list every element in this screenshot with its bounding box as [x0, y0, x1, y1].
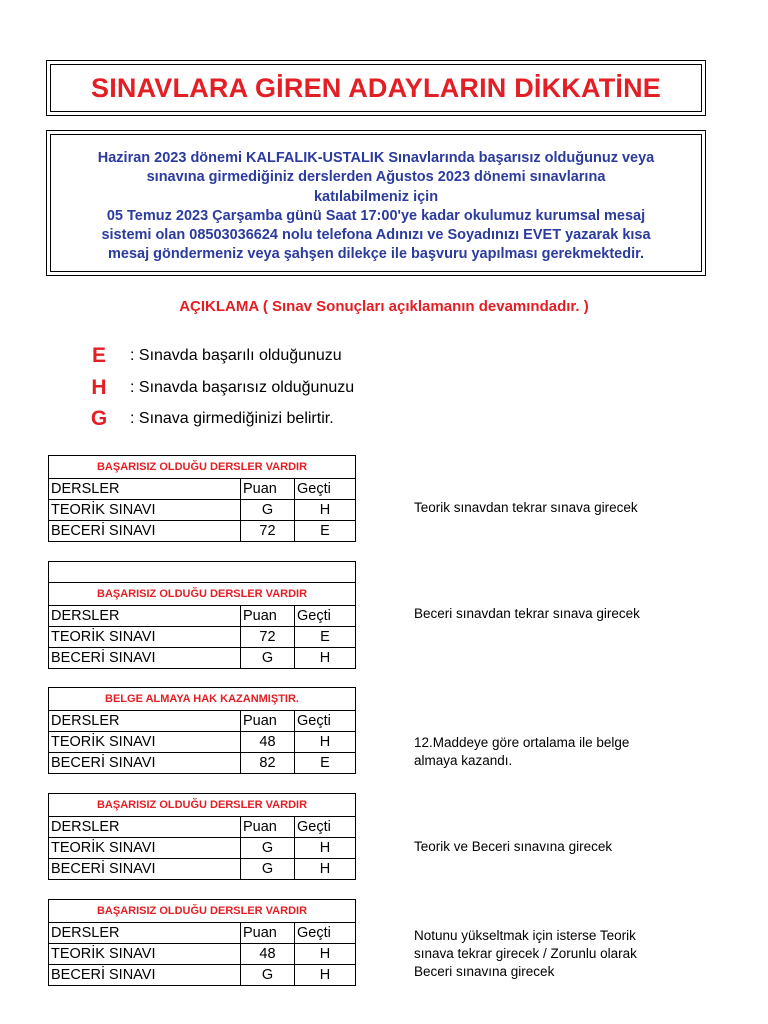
table-row — [49, 648, 356, 669]
notice-line: mesaj göndermeniz veya şahşen dilekçe ile başvuru yapılması gerekmektedir. — [108, 246, 644, 263]
column-header-gecti: Geçti — [295, 817, 356, 838]
table-row — [49, 627, 356, 648]
course-name: BECERİ SINAVI — [49, 753, 241, 774]
table-row — [49, 944, 356, 965]
legend-item-g — [88, 404, 334, 434]
score-cell: 72 — [241, 627, 295, 648]
notice-line: sınavına girmediğiniz derslerden Ağustos 2023 dönemi sınavlarına — [146, 169, 606, 186]
legend-text: : Sınavda başarılı olduğunuzu — [130, 347, 342, 364]
passed-cell: H — [295, 732, 356, 753]
note-line: Beceri sınavına girecek — [414, 964, 555, 979]
notice-line: sistemi olan 08503036624 nolu telefona Adınızı ve Soyadınızı EVET yazarak kısa — [101, 227, 651, 244]
passed-cell: H — [295, 648, 356, 669]
column-header-gecti: Geçti — [295, 606, 356, 627]
legend-letter: G — [90, 407, 108, 430]
note-line: Notunu yükseltmak için isterse Teorik — [414, 928, 636, 943]
passed-cell: E — [295, 753, 356, 774]
table-heading: BAŞARISIZ OLDUĞU DERSLER VARDIR — [49, 794, 356, 817]
result-note: Beceri sınavdan tekrar sınava girecek — [414, 606, 640, 621]
column-header-dersler: DERSLER — [49, 817, 241, 838]
passed-cell: E — [295, 521, 356, 542]
passed-cell: H — [295, 944, 356, 965]
column-header-puan: Puan — [241, 711, 295, 732]
page-title: SINAVLARA GİREN ADAYLARIN DİKKATİNE — [50, 64, 702, 112]
course-name: BECERİ SINAVI — [49, 965, 241, 986]
passed-cell: E — [295, 627, 356, 648]
score-cell: 82 — [241, 753, 295, 774]
table-heading: BAŞARISIZ OLDUĞU DERSLER VARDIR — [49, 900, 356, 923]
column-header-puan: Puan — [241, 606, 295, 627]
course-name: TEORİK SINAVI — [49, 838, 241, 859]
column-header-dersler: DERSLER — [49, 711, 241, 732]
result-table — [48, 687, 356, 774]
column-header-puan: Puan — [241, 479, 295, 500]
passed-cell: H — [295, 500, 356, 521]
legend-item-h — [88, 373, 354, 403]
legend-item-e — [88, 341, 342, 371]
notice-line: 05 Temuz 2023 Çarşamba günü Saat 17:00'ye kadar okulumuz kurumsal mesaj — [106, 207, 646, 224]
course-name: TEORİK SINAVI — [49, 732, 241, 753]
table-header-row — [49, 479, 356, 500]
table-row — [49, 521, 356, 542]
score-cell: 48 — [241, 944, 295, 965]
notice-text — [50, 134, 702, 272]
note-line: sınava tekrar girecek / Zorunlu olarak — [414, 946, 637, 961]
course-name: BECERİ SINAVI — [49, 521, 241, 542]
table-header-row — [49, 606, 356, 627]
column-header-gecti: Geçti — [295, 479, 356, 500]
notice-frame — [46, 130, 706, 276]
result-note: Teorik ve Beceri sınavına girecek — [414, 839, 613, 854]
table-header-row — [49, 711, 356, 732]
course-name: TEORİK SINAVI — [49, 500, 241, 521]
title-frame — [46, 60, 706, 116]
legend-letter: H — [91, 376, 107, 399]
course-name: TEORİK SINAVI — [49, 627, 241, 648]
column-header-dersler: DERSLER — [49, 479, 241, 500]
result-note — [414, 734, 714, 770]
legend-text: : Sınava girmediğinizi belirtir. — [130, 410, 334, 427]
column-header-dersler: DERSLER — [49, 606, 241, 627]
score-cell: 48 — [241, 732, 295, 753]
result-table — [48, 561, 356, 669]
score-cell: G — [241, 965, 295, 986]
column-header-puan: Puan — [241, 817, 295, 838]
notice-line: Haziran 2023 dönemi KALFALIK-USTALIK Sınavlarında başarısız olduğunuz veya — [97, 150, 655, 166]
table-row — [49, 859, 356, 880]
table-row — [49, 500, 356, 521]
course-name: BECERİ SINAVI — [49, 859, 241, 880]
table-header-row — [49, 817, 356, 838]
course-name: BECERİ SINAVI — [49, 648, 241, 669]
explanation-heading: AÇIKLAMA ( Sınav Sonuçları açıklamanın devamındadır. ) — [179, 298, 589, 315]
table-row — [49, 753, 356, 774]
column-header-gecti: Geçti — [295, 923, 356, 944]
result-note: Teorik sınavdan tekrar sınava girecek — [414, 500, 638, 515]
result-table — [48, 793, 356, 880]
column-header-dersler: DERSLER — [49, 923, 241, 944]
score-cell: 72 — [241, 521, 295, 542]
course-name: TEORİK SINAVI — [49, 944, 241, 965]
passed-cell: H — [295, 838, 356, 859]
result-note — [414, 927, 714, 981]
legend-letter: E — [91, 344, 106, 367]
table-heading: BELGE ALMAYA HAK KAZANMIŞTIR. — [49, 688, 356, 711]
result-table — [48, 455, 356, 542]
table-row — [49, 732, 356, 753]
result-table — [48, 899, 356, 986]
score-cell: G — [241, 859, 295, 880]
column-header-gecti: Geçti — [295, 711, 356, 732]
table-heading: BAŞARISIZ OLDUĞU DERSLER VARDIR — [49, 583, 356, 606]
score-cell: G — [241, 648, 295, 669]
table-row — [49, 838, 356, 859]
legend-text: : Sınavda başarısız olduğunuzu — [130, 379, 355, 396]
table-row — [49, 965, 356, 986]
score-cell: G — [241, 838, 295, 859]
notice-line: katılabilmeniz için — [313, 188, 439, 205]
table-header-row — [49, 923, 356, 944]
note-line: 12.Maddeye göre ortalama ile belge — [414, 735, 630, 750]
score-cell: G — [241, 500, 295, 521]
column-header-puan: Puan — [241, 923, 295, 944]
passed-cell: H — [295, 965, 356, 986]
note-line: almaya kazandı. — [414, 753, 513, 768]
passed-cell: H — [295, 859, 356, 880]
table-heading: BAŞARISIZ OLDUĞU DERSLER VARDIR — [49, 456, 356, 479]
blank-row — [49, 562, 356, 583]
